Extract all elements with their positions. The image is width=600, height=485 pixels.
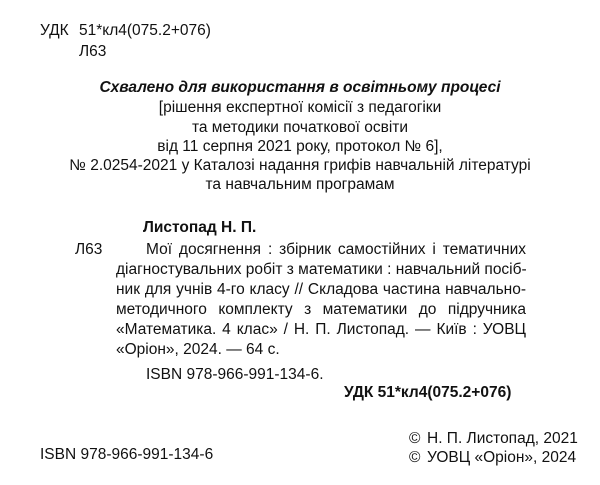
copyright-symbol: ©: [409, 449, 421, 466]
footer-isbn: ISBN 978-966-991-134-6: [40, 446, 214, 463]
approval-line: [рішення експертної комісії з педагогіки: [158, 99, 442, 116]
udk-label: УДК: [40, 22, 69, 39]
author-heading: Листопад Н. П.: [143, 219, 257, 236]
approval-line: та методики початкової освіти: [191, 119, 409, 136]
description-line: «Математика. 4 клас» / Н. П. Листопад. — Київ : УОВЦ: [116, 321, 526, 338]
author-mark: Л63: [79, 43, 107, 60]
approval-line: № 2.0254-2021 у Каталозі надання грифів навчальній літературі: [69, 157, 531, 174]
record-udk: УДК 51*кл4(075.2+076): [344, 384, 512, 401]
description-line: Мої досягнення : збірник самостійних і тематичних: [146, 241, 526, 258]
udk-code: 51*кл4(075.2+076): [79, 22, 211, 39]
record-mark: Л63: [75, 241, 103, 258]
approval-title: Схвалено для використання в освітньому процесі: [99, 79, 501, 96]
description-line: діагностувальних робіт з математики : навчальний посіб-: [116, 261, 527, 278]
description-line: методичного комплекту з математики до підручника: [116, 301, 526, 318]
record-isbn: ISBN 978-966-991-134-6.: [146, 366, 324, 383]
copyright-symbol: ©: [409, 430, 421, 447]
approval-line: та навчальним програмам: [205, 176, 395, 193]
copyright-text: Н. П. Листопад, 2021: [427, 430, 578, 447]
description-line: ник для учнів 4-го класу // Складова частина навчально-: [116, 281, 526, 298]
copyright-text: УОВЦ «Оріон», 2024: [427, 449, 577, 466]
description-line: «Оріон», 2024. — 64 с.: [116, 341, 280, 358]
approval-line: від 11 серпня 2021 року, протокол № 6],: [157, 138, 443, 155]
